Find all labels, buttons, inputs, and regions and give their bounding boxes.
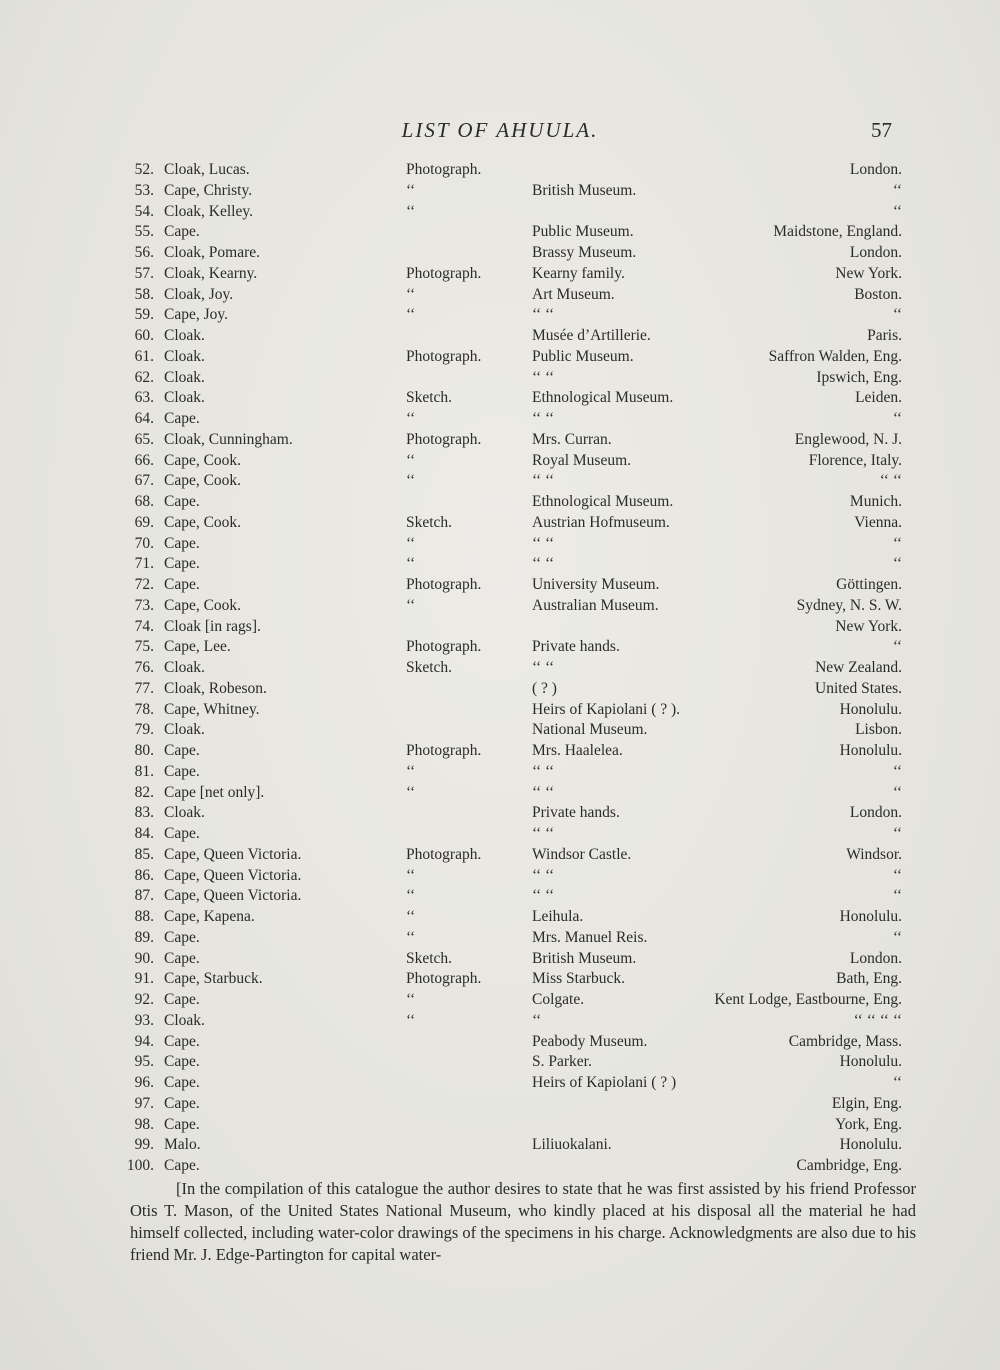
entry-number: 85. <box>134 845 154 863</box>
list-item <box>0 1032 1000 1053</box>
entry-place: New York. <box>835 617 902 635</box>
entry-owner: ‘‘ ‘‘ <box>532 368 555 386</box>
entry-description: Cloak. <box>164 327 205 344</box>
entry-place: New York. <box>835 264 902 282</box>
list-item <box>0 886 1000 907</box>
entry-owner: ‘‘ ‘‘ <box>532 762 555 780</box>
entry-place: Honolulu. <box>839 908 902 925</box>
entry-place: London. <box>849 804 902 822</box>
entry-number: 57. <box>134 264 154 282</box>
entry-source: Photograph. <box>406 264 482 282</box>
entry-place: ‘‘ <box>892 306 902 324</box>
entry-owner: Liliuokalani. <box>532 1136 612 1154</box>
entry-place: Honolulu. <box>839 742 902 759</box>
entry-description: Cloak. <box>164 1011 205 1029</box>
entry-description: Cloak. <box>164 347 205 365</box>
entry-source: ‘‘ <box>406 908 416 925</box>
list-item <box>0 575 1000 596</box>
entry-description: Cloak, Lucas. <box>164 161 250 178</box>
entry-description: Cape. <box>164 991 200 1008</box>
entry-description: Cloak, Kearny. <box>164 264 258 282</box>
entry-source: Photograph. <box>406 430 482 448</box>
entry-description: Cape. <box>164 410 200 427</box>
entry-number: 96. <box>134 1074 154 1091</box>
entry-description: Cape, Cook. <box>164 596 242 614</box>
entry-description: Cape, Kapena. <box>164 908 255 925</box>
entry-number: 62. <box>134 368 154 386</box>
entry-owner: ‘‘ ‘‘ <box>532 555 555 573</box>
entry-source: Photograph. <box>406 161 482 178</box>
entry-place: Englewood, N. J. <box>794 430 902 448</box>
entry-number: 80. <box>134 742 154 759</box>
entry-number: 91. <box>134 970 154 988</box>
list-item <box>0 949 1000 970</box>
entry-place: ‘‘ <box>892 1074 902 1091</box>
entry-number: 79. <box>134 721 154 739</box>
list-item <box>0 1073 1000 1094</box>
list-item <box>0 492 1000 513</box>
entry-place: York, Eng. <box>835 1115 902 1133</box>
entry-number: 99. <box>134 1136 154 1154</box>
entry-place: ‘‘ <box>892 762 902 780</box>
entry-place: Munich. <box>849 493 902 510</box>
entry-description: Cloak. <box>164 804 205 822</box>
entry-place: ‘‘ ‘‘ <box>879 472 902 490</box>
entry-number: 81. <box>134 762 154 780</box>
entry-owner: Windsor Castle. <box>532 845 632 863</box>
entry-description: Cape, Starbuck. <box>164 970 263 988</box>
entry-place: ‘‘ <box>892 783 902 801</box>
entry-number: 72. <box>134 576 154 593</box>
list-item <box>0 534 1000 555</box>
entry-number: 97. <box>134 1094 154 1112</box>
entry-description: Cape. <box>164 949 200 967</box>
entry-number: 64. <box>134 410 154 427</box>
entry-source: ‘‘ <box>406 202 416 220</box>
list-item <box>0 451 1000 472</box>
entry-source: ‘‘ <box>406 534 416 552</box>
entry-number: 59. <box>134 306 154 324</box>
entry-owner: Kearny family. <box>532 264 625 282</box>
list-item <box>0 471 1000 492</box>
entry-number: 63. <box>134 389 154 407</box>
entry-description: Cape. <box>164 576 200 593</box>
entry-description: Cloak, Pomare. <box>164 244 260 261</box>
entry-number: 93. <box>134 1011 154 1029</box>
entry-source: ‘‘ <box>406 991 416 1008</box>
entry-owner: ‘‘ ‘‘ <box>532 887 555 905</box>
list-item <box>0 430 1000 451</box>
entry-place: Honolulu. <box>839 700 902 718</box>
entry-source: ‘‘ <box>406 887 416 905</box>
entry-place: Boston. <box>854 285 902 303</box>
entry-description: Cape. <box>164 534 200 552</box>
entry-place: Ipswich, Eng. <box>816 368 902 386</box>
entry-owner: ‘‘ ‘‘ <box>532 472 555 490</box>
list-item <box>0 285 1000 306</box>
list-item <box>0 1156 1000 1177</box>
entry-source: Photograph. <box>406 347 482 365</box>
entry-owner: ‘‘ ‘‘ <box>532 306 555 324</box>
entry-number: 92. <box>134 991 154 1008</box>
entry-place: Göttingen. <box>836 576 902 593</box>
entry-number: 70. <box>134 534 154 552</box>
entry-place: ‘‘ <box>892 887 902 905</box>
entry-owner: ( ? ) <box>532 679 557 697</box>
entry-description: Malo. <box>164 1136 201 1154</box>
entry-description: Cloak. <box>164 368 205 386</box>
list-item <box>0 1135 1000 1156</box>
list-item <box>0 181 1000 202</box>
entry-owner: Leihula. <box>532 908 584 925</box>
entry-owner: S. Parker. <box>532 1053 592 1071</box>
entry-number: 76. <box>134 659 154 676</box>
list-item <box>0 1115 1000 1136</box>
entry-source: Photograph. <box>406 845 482 863</box>
entry-owner: Ethnological Museum. <box>532 493 674 510</box>
entry-place: ‘‘ <box>892 928 902 946</box>
entry-source: ‘‘ <box>406 285 416 303</box>
entry-owner: Australian Museum. <box>532 596 659 614</box>
entry-owner: Musée d’Artillerie. <box>532 327 651 344</box>
list-item <box>0 741 1000 762</box>
entry-place: ‘‘ <box>892 825 902 842</box>
entry-description: Cape. <box>164 1032 200 1050</box>
entry-place: Honolulu. <box>839 1053 902 1071</box>
entry-description: Cloak, Cunningham. <box>164 430 293 448</box>
entry-source: ‘‘ <box>406 472 416 490</box>
entry-owner: Public Museum. <box>532 347 634 365</box>
entry-source: ‘‘ <box>406 1011 416 1029</box>
entry-number: 83. <box>134 804 154 822</box>
entry-owner: ‘‘ ‘‘ <box>532 534 555 552</box>
entry-description: Cape, Queen Victoria. <box>164 887 302 905</box>
entry-owner: National Museum. <box>532 721 648 739</box>
list-item <box>0 1052 1000 1073</box>
entry-description: Cape. <box>164 555 200 573</box>
entry-source: Photograph. <box>406 742 482 759</box>
entry-number: 74. <box>134 617 154 635</box>
entry-place: Windsor. <box>846 845 902 863</box>
entry-place: Elgin, Eng. <box>831 1094 902 1112</box>
entry-owner: ‘‘ <box>532 1011 542 1029</box>
entry-number: 87. <box>134 887 154 905</box>
entry-number: 65. <box>134 430 154 448</box>
entry-number: 71. <box>134 555 154 573</box>
list-item <box>0 513 1000 534</box>
entry-place: Maidstone, England. <box>773 223 902 241</box>
entry-source: Photograph. <box>406 970 482 988</box>
entry-number: 90. <box>134 949 154 967</box>
entry-place: Lisbon. <box>855 721 902 739</box>
list-item <box>0 700 1000 721</box>
catalogue-list <box>0 160 1000 1177</box>
entry-place: Honolulu. <box>839 1136 902 1154</box>
entry-owner: ‘‘ ‘‘ <box>532 410 555 427</box>
entry-source: Sketch. <box>406 949 453 967</box>
list-item <box>0 305 1000 326</box>
entry-source: ‘‘ <box>406 928 416 946</box>
entry-description: Cape. <box>164 1115 200 1133</box>
list-item <box>0 969 1000 990</box>
entry-description: Cape. <box>164 742 200 759</box>
entry-owner: British Museum. <box>532 949 637 967</box>
entry-description: Cape. <box>164 762 200 780</box>
entry-description: Cloak. <box>164 389 205 407</box>
entry-number: 82. <box>134 783 154 801</box>
list-item <box>0 679 1000 700</box>
entry-place: ‘‘ ‘‘ ‘‘ ‘‘ <box>853 1011 902 1029</box>
list-item <box>0 347 1000 368</box>
entry-number: 73. <box>134 596 154 614</box>
entry-owner: Ethnological Museum. <box>532 389 674 407</box>
entry-source: Photograph. <box>406 638 482 656</box>
list-item <box>0 554 1000 575</box>
entry-owner: ‘‘ ‘‘ <box>532 783 555 801</box>
entry-source: ‘‘ <box>406 762 416 780</box>
list-item <box>0 617 1000 638</box>
list-item <box>0 202 1000 223</box>
entry-place: ‘‘ <box>892 202 902 220</box>
running-title: LIST OF AHUULA. <box>401 118 599 142</box>
list-item <box>0 160 1000 181</box>
entry-description: Cape. <box>164 1094 200 1112</box>
entry-description: Cape, Cook. <box>164 451 242 469</box>
list-item <box>0 928 1000 949</box>
entry-description: Cloak. <box>164 659 205 676</box>
entry-source: ‘‘ <box>406 181 416 199</box>
entry-description: Cape. <box>164 825 200 842</box>
list-item <box>0 388 1000 409</box>
entry-description: Cloak, Robeson. <box>164 679 267 697</box>
entry-number: 68. <box>134 493 154 510</box>
entry-number: 86. <box>134 866 154 884</box>
entry-description: Cape, Lee. <box>164 638 231 656</box>
list-item <box>0 368 1000 389</box>
entry-place: Paris. <box>867 327 902 344</box>
entry-owner: Mrs. Curran. <box>532 430 612 448</box>
list-item <box>0 783 1000 804</box>
entry-description: Cape, Christy. <box>164 181 253 199</box>
list-item <box>0 762 1000 783</box>
list-item <box>0 1094 1000 1115</box>
entry-place: Kent Lodge, Eastbourne, Eng. <box>714 991 902 1008</box>
entry-description: Cape. <box>164 493 200 510</box>
list-item <box>0 907 1000 928</box>
entry-place: United States. <box>815 679 902 697</box>
entry-number: 60. <box>134 327 154 344</box>
list-item <box>0 596 1000 617</box>
entry-owner: Mrs. Manuel Reis. <box>532 928 648 946</box>
entry-source: ‘‘ <box>406 451 416 469</box>
entry-owner: Private hands. <box>532 638 620 656</box>
entry-place: Saffron Walden, Eng. <box>768 347 902 365</box>
entry-source: ‘‘ <box>406 866 416 884</box>
entry-description: Cape [net only]. <box>164 783 265 801</box>
entry-place: Cambridge, Eng. <box>796 1157 902 1174</box>
entry-owner: ‘‘ ‘‘ <box>532 659 555 676</box>
entry-number: 84. <box>134 825 154 842</box>
list-item <box>0 264 1000 285</box>
page-header <box>0 118 1000 148</box>
entry-number: 66. <box>134 451 154 469</box>
entry-owner: Miss Starbuck. <box>532 970 625 988</box>
entry-description: Cape, Joy. <box>164 306 228 324</box>
entry-description: Cape, Cook. <box>164 472 242 490</box>
footnote-paragraph: [In the compilation of this catalogue the author desires to state that he was first assisted by his friend Professor Otis T. Mason, of the United States National Museum, who kindly placed at his disposal all the material he had himself collected, including water-color drawings of the specimens in his charge. Acknowledgments are also due to his friend Mr. J. Edge-Partington for capital water- <box>130 1179 916 1264</box>
list-item <box>0 990 1000 1011</box>
entry-description: Cape. <box>164 928 200 946</box>
entry-source: ‘‘ <box>406 410 416 427</box>
list-item <box>0 243 1000 264</box>
list-item <box>0 637 1000 658</box>
entry-number: 95. <box>134 1053 154 1071</box>
list-item <box>0 824 1000 845</box>
entry-place: London. <box>849 244 902 261</box>
entry-owner: Mrs. Haalelea. <box>532 742 623 759</box>
entry-owner: ‘‘ ‘‘ <box>532 866 555 884</box>
page-number: 57 <box>871 118 892 142</box>
entry-source: Sketch. <box>406 659 453 676</box>
list-item <box>0 222 1000 243</box>
entry-description: Cape, Cook. <box>164 513 242 531</box>
entry-number: 98. <box>134 1115 154 1133</box>
entry-place: ‘‘ <box>892 638 902 656</box>
list-item <box>0 409 1000 430</box>
list-item <box>0 866 1000 887</box>
entry-place: Cambridge, Mass. <box>788 1032 902 1050</box>
list-item <box>0 326 1000 347</box>
entry-number: 56. <box>134 244 154 261</box>
entry-number: 89. <box>134 928 154 946</box>
entry-place: Bath, Eng. <box>836 970 902 988</box>
entry-owner: Austrian Hofmuseum. <box>532 513 670 531</box>
entry-description: Cape. <box>164 1074 200 1091</box>
entry-description: Cloak, Kelley. <box>164 202 253 220</box>
entry-source: ‘‘ <box>406 596 416 614</box>
entry-number: 55. <box>134 223 154 241</box>
entry-description: Cape, Whitney. <box>164 700 260 718</box>
entry-place: Leiden. <box>855 389 902 407</box>
entry-owner: University Museum. <box>532 576 660 593</box>
entry-place: London. <box>849 949 902 967</box>
entry-number: 100. <box>126 1157 154 1174</box>
entry-owner: Brassy Museum. <box>532 244 637 261</box>
entry-owner: Heirs of Kapiolani ( ? ). <box>532 700 681 718</box>
entry-owner: Private hands. <box>532 804 620 822</box>
entry-number: 52. <box>134 161 154 178</box>
entry-description: Cloak, Joy. <box>164 285 234 303</box>
entry-owner: Art Museum. <box>532 285 615 303</box>
entry-place: London. <box>849 161 902 178</box>
list-item <box>0 1011 1000 1032</box>
entry-owner: British Museum. <box>532 181 637 199</box>
entry-owner: Public Museum. <box>532 223 634 241</box>
entry-description: Cape, Queen Victoria. <box>164 866 302 884</box>
entry-description: Cloak [in rags]. <box>164 617 261 635</box>
entry-number: 78. <box>134 700 154 718</box>
entry-number: 61. <box>134 347 154 365</box>
entry-owner: ‘‘ ‘‘ <box>532 825 555 842</box>
entry-owner: Peabody Museum. <box>532 1032 648 1050</box>
entry-place: Florence, Italy. <box>808 451 902 469</box>
entry-owner: Royal Museum. <box>532 451 632 469</box>
entry-number: 88. <box>134 908 154 925</box>
entry-place: ‘‘ <box>892 555 902 573</box>
entry-number: 69. <box>134 513 154 531</box>
entry-owner: Colgate. <box>532 991 585 1008</box>
entry-number: 77. <box>134 679 154 697</box>
entry-number: 54. <box>134 202 154 220</box>
entry-source: ‘‘ <box>406 555 416 573</box>
entry-place: ‘‘ <box>892 181 902 199</box>
list-item <box>0 720 1000 741</box>
entry-number: 75. <box>134 638 154 656</box>
entry-number: 94. <box>134 1032 154 1050</box>
entry-number: 58. <box>134 285 154 303</box>
entry-place: New Zealand. <box>815 659 902 676</box>
entry-description: Cape. <box>164 1157 200 1174</box>
entry-place: ‘‘ <box>892 410 902 427</box>
entry-source: Sketch. <box>406 389 453 407</box>
entry-owner: Heirs of Kapiolani ( ? ) <box>532 1074 677 1091</box>
entry-description: Cape. <box>164 1053 200 1071</box>
entry-place: ‘‘ <box>892 534 902 552</box>
entry-place: Vienna. <box>854 513 902 531</box>
entry-place: Sydney, N. S. W. <box>796 596 902 614</box>
list-item <box>0 658 1000 679</box>
list-item <box>0 845 1000 866</box>
entry-number: 67. <box>134 472 154 490</box>
entry-description: Cloak. <box>164 721 205 739</box>
list-item <box>0 803 1000 824</box>
entry-source: ‘‘ <box>406 306 416 324</box>
entry-source: Photograph. <box>406 576 482 593</box>
entry-description: Cape. <box>164 223 200 241</box>
entry-place: ‘‘ <box>892 866 902 884</box>
entry-number: 53. <box>134 181 154 199</box>
entry-description: Cape, Queen Victoria. <box>164 845 302 863</box>
entry-source: Sketch. <box>406 513 453 531</box>
entry-source: ‘‘ <box>406 783 416 801</box>
